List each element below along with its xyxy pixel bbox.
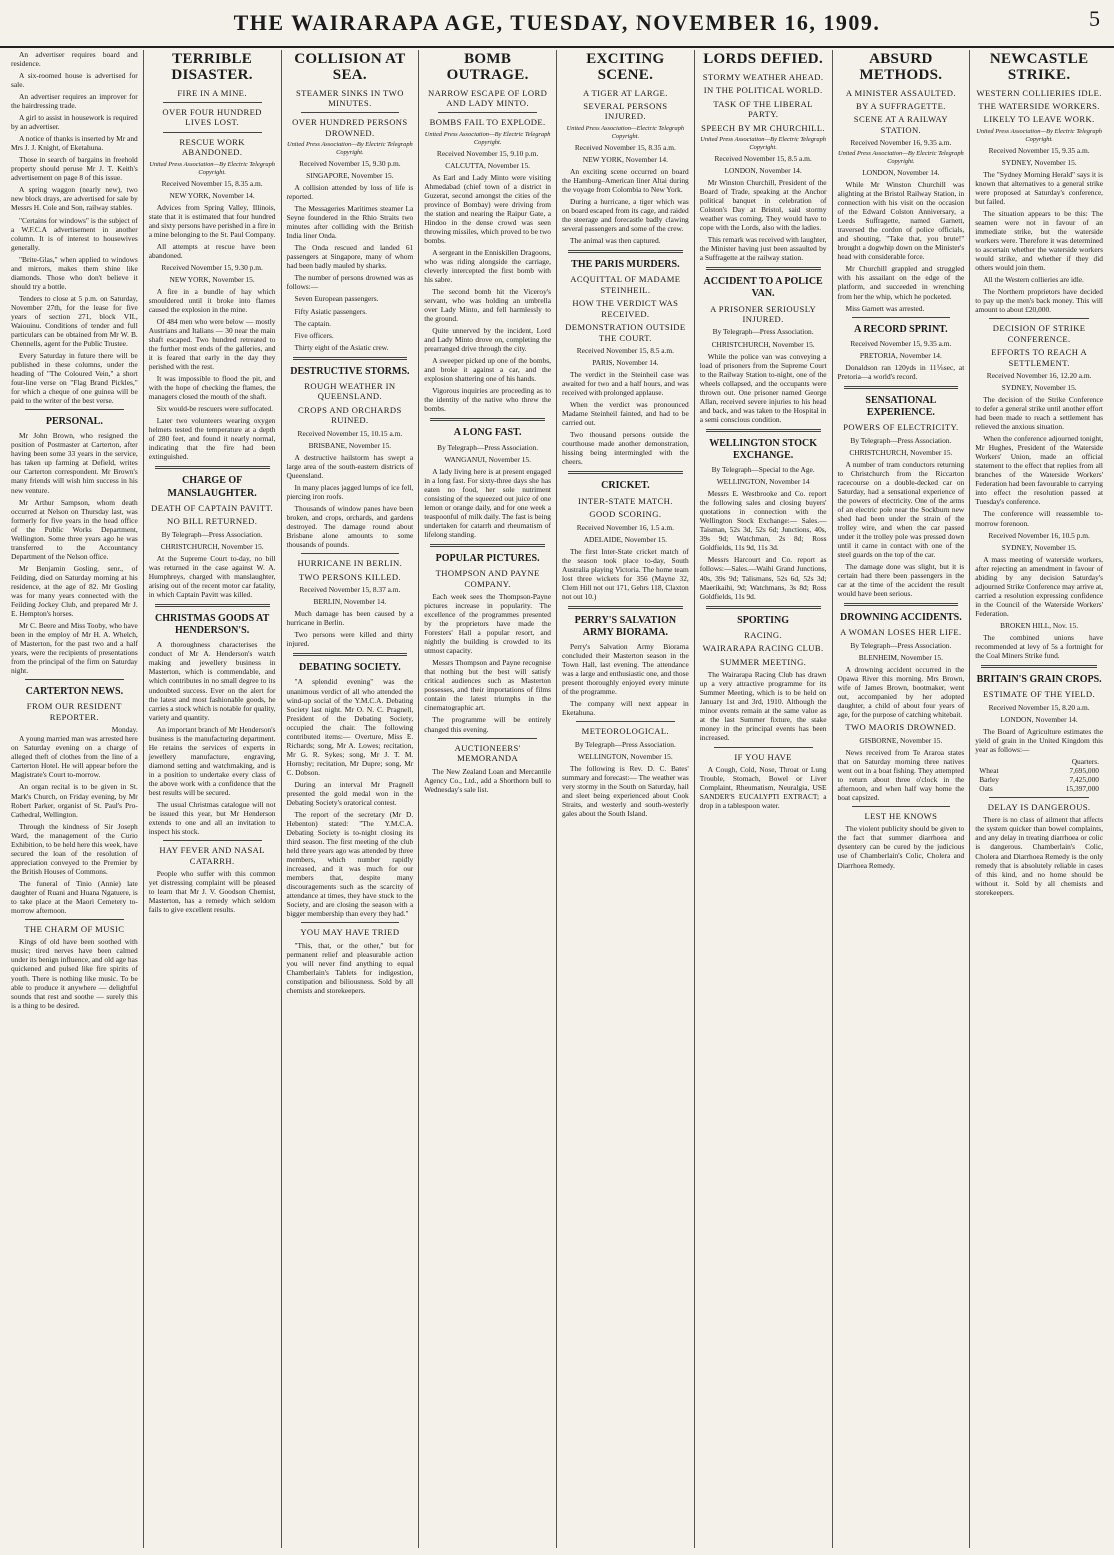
place-line: SYDNEY, November 15. (1001, 383, 1077, 393)
article-paragraph: Miss Garnett was arrested. (845, 303, 925, 313)
section-heading: AUCTIONEERS' MEMORANDA (454, 742, 521, 764)
dateline: Received November 16, 9.35 a.m. (850, 138, 952, 148)
place-line: LONDON, November 14. (724, 165, 802, 175)
section-heading: LEST HE KNOWS (864, 810, 938, 821)
divider (301, 553, 400, 554)
article-paragraph: A fire in a bundle of hay which smouldered until it broke into flames caused the explosion in the mine. (148, 286, 276, 314)
article-paragraph: A number of tram conductors returning to Christchurch from the Riccarton racecourse on a double-decked car on Saturday, had a sensational experience of the powers of electricity. One of the arms of an electric pole near the Sockburn new shed had been under the strain of the trolley wire, and when the car passed under it the trolley pole was pressed down until it came in contact with one of the steel guards on the top of the car. (837, 459, 965, 560)
subheading: STEAMER SINKS IN TWO MINUTES. (295, 87, 404, 108)
article-paragraph: The Onda rescued and landed 61 passengers at Singapore, many of whom had been badly mauled by sharks. (286, 243, 414, 271)
subheading: WAIRARAPA RACING CLUB. (702, 643, 824, 654)
subheading: DEMONSTRATION OUTSIDE THE COURT. (565, 322, 686, 343)
divider (25, 409, 124, 410)
page-number: 5 (1089, 6, 1100, 31)
subheading: WESTERN COLLIERIES IDLE. (976, 87, 1102, 98)
grain-table (975, 757, 1103, 793)
notice: An advertiser requires an improver for the hairdressing trade. (11, 92, 138, 111)
article-paragraph: The second bomb hit the Viceroy's servant, who was holding an umbrella over Lady Minto, and fell harmlessly to the ground. (424, 287, 551, 324)
divider (844, 386, 959, 389)
section-heading: CHARGE OF MANSLAUGHTER. (167, 475, 257, 499)
section-heading: WELLINGTON STOCK EXCHANGE. (709, 437, 817, 461)
divider (706, 429, 821, 432)
section-heading: DELAY IS DANGEROUS. (987, 801, 1091, 812)
place-line: PARIS, November 14. (592, 358, 659, 368)
subheading: SEVERAL PERSONS INJURED. (583, 100, 668, 122)
article-paragraph: A sergeant in the Enniskillen Dragoons, who was riding alongside the carriage, cleverly intercepted the first bomb with his sabre. (424, 247, 551, 284)
divider (155, 604, 270, 607)
notice: "Certains for windows" is the subject of a W.F.C.A advertisement in another column. It is of interest to housewives generally. (11, 215, 138, 252)
article-paragraph: Advices from Spring Valley, Illinois, state that it is estimated that four hundred and sixty persons have perished in a fire in a mine belonging to the St. Paul Company. (148, 202, 276, 239)
subheading: NO BILL RETURNED. (166, 516, 258, 527)
divider (568, 606, 683, 609)
table-cell: Wheat (979, 765, 999, 775)
article-paragraph: Two persons were killed and thirty injured. (286, 630, 414, 649)
divider (981, 665, 1097, 668)
subheading: RESCUE WORK ABANDONED. (179, 136, 245, 158)
article-paragraph: Thousands of window panes have been broken, and crops, orchards, and gardens destroyed. The damage round about Brisbane alone amounts to some thousands of pounds. (286, 503, 414, 550)
article-paragraph: An exciting scene occurred on board the Hamburg–American liner Altai during the voyage from Colombia to New York. (562, 166, 689, 194)
article-paragraph: It was impossible to flood the pit, and with the hope of checking the flames, the managers closed the mouth of the shaft. (148, 374, 276, 402)
section-heading: ACCIDENT TO A POLICE VAN. (703, 276, 823, 300)
wire-credit: By Telegraph—Press Association. (574, 739, 676, 749)
article-paragraph: "This, that, or the other," but for permanent relief and pleasurable action you will never find anything to equal Chamberlain's Tablets for indigestion, constipation and biliousness. Sold by all chemists and storekeepers. (286, 940, 414, 995)
article-paragraph: The funeral of Tinio (Annie) late daughter of Ruani and Huana Ngatuere, is to take place at the Maori Cemetery to-morrow afternoon. (11, 878, 138, 915)
dateline: Received November 15, 9.35 a.m. (988, 145, 1090, 155)
article-paragraph: The decision of the Strike Conference to defer a general strike until another effort had been made to reach a settlement has relieved the anxious situation. (975, 395, 1103, 432)
wire-credit: By Telegraph—Press Association. (161, 529, 263, 539)
divider (852, 806, 951, 807)
column-5 (557, 50, 695, 1548)
newspaper-title: THE WAIRARAPA AGE, TUESDAY, NOVEMBER 16, 1909. (233, 10, 881, 35)
section-heading: THE CHARM OF MUSIC (24, 923, 125, 934)
article-paragraph: All attempts at rescue have been abandoned. (148, 241, 276, 260)
subheading: OVER HUNDRED PERSONS DROWNED. (292, 117, 408, 138)
subheading: TWO MAORIS DROWNED. (845, 722, 957, 733)
article-paragraph: The usual Christmas catalogue will not be issued this year, but Mr Henderson extends to one and all an invitation to inspect his stock. (148, 799, 276, 836)
article-paragraph: During an interval Mr Pragnell presented the gold medal won in the Debating Society's oratorical contest. (286, 779, 414, 807)
article-paragraph: The Messageries Maritimes steamer La Seyne foundered in the Rhio Straits two minutes after colliding with the British India liner Onda. (286, 204, 414, 241)
wire-credit: United Press Association—By Electric Telegraph Copyright. (837, 150, 964, 166)
subheading: SPEECH BY MR CHURCHILL. (701, 122, 826, 133)
place-line: CHRISTCHURCH, November 15. (160, 541, 264, 551)
subheading: THE WATERSIDE WORKERS. (978, 100, 1100, 111)
divider (163, 132, 262, 133)
place-line: WELLINGTON, November 15. (578, 751, 673, 761)
section-heading: DESTRUCTIVE STORMS. (290, 365, 410, 377)
article-paragraph: The programme will be entirely changed this evening. (424, 715, 551, 734)
table-cell: 7,695,000 (1069, 765, 1099, 775)
subheading: STORMY WEATHER AHEAD. (702, 71, 824, 82)
article-paragraph: Mr Churchill grappled and struggled with his assailant on the edge of the platform, and succeeded in wrenching from her the whip, which he pocketed. (837, 264, 965, 301)
subheading: TASK OF THE LIBERAL PARTY. (713, 98, 813, 120)
table-header: Quarters. (1071, 756, 1099, 766)
article-paragraph: The first Inter-State cricket match of the season took place to-day, South Australia playing Victoria. The home team lost three wickets for 356 (Mayne 32, Clem Hill not out 171, Gehrs 118, Claxton not out 10.) (562, 546, 689, 601)
place-line: ADELAIDE, November 15. (583, 534, 668, 544)
section-heading: SPORTING (737, 614, 790, 626)
divider (568, 471, 683, 474)
wire-credit: By Telegraph—Press Association. (712, 327, 814, 337)
newspaper-page (6, 50, 1108, 1548)
subheading: ROUGH WEATHER IN QUEENSLAND. (304, 380, 396, 402)
divider (438, 112, 537, 113)
subheading: EFFORTS TO REACH A SETTLEMENT. (991, 347, 1088, 368)
article-headline: BOMB OUTRAGE. (446, 51, 529, 83)
divider (25, 919, 124, 920)
divider (844, 603, 959, 606)
table-cell: Barley (979, 774, 999, 784)
article-paragraph: A mass meeting of waterside workers, after rejecting an amendment in favour of abiding by any decision Saturday's adjourned Strike Conference may arrive at, carried a resolution expressing confidence in the Council of the Waterside Workers' Federation. (975, 554, 1103, 618)
subheading: A MINISTER ASSAULTED. (845, 87, 956, 98)
article-paragraph: Mr C. Beere and Miss Tooby, who have been in the employ of Mr H. A. Whelch, of Masterton, for the past two and a half years, were the recipients of presentations from the principal of the firm on Saturday night. (11, 620, 138, 676)
article-paragraph: While Mr Winston Churchill was alighting at the Bristol Railway Station, in connection with his visit on the occasion of the Edward Colston Anniversary, a Leeds Suffragette, named Garnett, traversed the cordon of police officials, and shouting, "Take that, you brute!" brought a dogwhip down on the Minister's head with considerable force. (837, 180, 965, 262)
article-paragraph: The situation appears to be this: The seamen were not in favour of an immediate strike, but the waterside workers were. Therefore it was determined to ascertain whether the waterside workers would strike, and whether if they did others would join them. (975, 208, 1103, 272)
article-paragraph: A Cough, Cold, Nose, Throat or Lung Trouble, Stomach, Bowel or Liver Complaint, Rheumatism, Neuralgia, USE SANDER'S EUCALYPTI EXTRACT; a drop in a tablespoon water. (699, 764, 827, 811)
place-line: BLENHEIM, November 15. (858, 652, 943, 662)
subheading: IN THE POLITICAL WORLD. (703, 85, 823, 96)
divider (989, 797, 1089, 798)
subheading: DEATH OF CAPTAIN PAVITT. (151, 502, 274, 513)
article-paragraph: A collision attended by loss of life is reported. (286, 183, 414, 202)
section-heading: A LONG FAST. (453, 427, 522, 439)
table-cell: 15,397,000 (1065, 783, 1099, 793)
section-heading: CRICKET. (601, 480, 650, 492)
article-paragraph: The Northern proprietors have decided to pay up the men's back money. This will amount to about £20,000. (975, 287, 1103, 315)
subheading: BOMBS FAIL TO EXPLODE. (429, 117, 546, 128)
article-paragraph: Messrs E. Westbrooke and Co. report the following sales and closing buyers' quotations in connection with the Wellington Stock Exchange:— Sales.—Taisman, 52s 3d, 52s 6d; Junctions, 40s, 39s 9d; Watchman, 2s 8d; Ross Goldfields, 11s 9d, 11s 3d. (699, 489, 827, 553)
place-line: NEW YORK, November 14. (169, 190, 255, 200)
article-paragraph: The animal was then captured. (570, 235, 661, 245)
dateline: Received November 15, 8.37 a.m. (299, 585, 401, 595)
dateline: Received November 16, 10.5 p.m. (988, 530, 1090, 540)
divider (293, 653, 408, 656)
subheading: CROPS AND ORCHARDS RUINED. (298, 404, 402, 426)
article-paragraph: This remark was received with laughter, the Minister having just been assaulted by a Suffragette at the railway station. (699, 235, 827, 263)
place-line: LONDON, November 14. (1000, 714, 1078, 724)
wire-credit: United Press Association—By Electric Telegraph Copyright. (976, 127, 1103, 143)
article-paragraph: Through the kindness of Sir Joseph Ward, the management of the Curio Exhibition, to be held here this week, have secured the loan of the resolution of appreciation conveyed to the Premier by the British Houses of Commons. (11, 821, 138, 876)
place-line: SYDNEY, November 15. (1001, 157, 1077, 167)
article-paragraph: Each week sees the Thompson-Payne pictures increase in popularity. The excellence of the programmes presented by the proprietors have made the Foresters' Hall a popular resort, and nightly the building is crowded to its utmost capacity. (424, 592, 551, 656)
section-heading: METEOROLOGICAL. (581, 726, 670, 737)
section-heading: A RECORD SPRINT. (854, 323, 948, 335)
divider (714, 747, 813, 748)
article-paragraph: The Board of Agriculture estimates the yield of grain in the United Kingdom this year as follows:— (975, 726, 1103, 754)
article-paragraph: A thoroughness characterises the conduct of Mr A. Henderson's watch making and jewellery business in Masterton, which is commendable, and which contributes in no small degree to its undoubted success. Ever on the alert for the latest and most fashionable goods, he carries a stock which is notable for quality, variety and quantity. (148, 640, 276, 722)
subheading: OVER FOUR HUNDRED LIVES LOST. (162, 106, 262, 128)
subheading: RACING. (744, 629, 783, 640)
article-paragraph: Mr Benjamin Gosling, senr., of Feilding, died on Saturday morning at his residence, at the age of 82. Mr Gosling was for many years connected with the Feilding Jockey Club, and prepared Mr J. E. Hempton's horses. (11, 563, 138, 618)
article-paragraph: In many places jagged lumps of ice fell, piercing iron roofs. (286, 482, 414, 501)
list-item: Seven European passengers. (294, 294, 379, 304)
divider (25, 679, 124, 680)
byline: FROM OUR RESIDENT REPORTER. (26, 701, 122, 722)
article-paragraph: The "Sydney Morning Herald" says it is known that alternatives to a general strike were proposed at Saturday's conference, but failed. (975, 169, 1103, 206)
section-heading: DEBATING SOCIETY. (299, 662, 401, 674)
article-paragraph: When the conference adjourned tonight, Mr Hughes, President of the Waterside Workers' Union, made an official statement to the effect that replies from all branches of the Waterside Workers' Federation had been favourable to carrying into effect the resolution passed at Tuesday's conference. (975, 434, 1103, 507)
place-line: BROKEN HILL, Nov. 15. (1000, 620, 1079, 630)
column-6 (695, 50, 833, 1548)
dateline: Received November 16, 12.20 a.m. (986, 371, 1092, 381)
article-paragraph: The combined unions have recommended at levy of 5s a fortnight for the Coal Miners Strike fund. (975, 632, 1103, 660)
subheading: FIRE IN A MINE. (177, 87, 247, 98)
divider (155, 466, 270, 469)
divider (438, 738, 537, 739)
list-item: Thirty eight of the Asiatic crew. (294, 342, 389, 352)
dateline: Received November 15, 8.35 a.m. (574, 142, 676, 152)
article-paragraph: The damage done was slight, but it is certain had there been passengers in the car at the time of the accident the result would have been serious. (837, 562, 965, 599)
place-line: WELLINGTON, November 14 (716, 477, 810, 487)
subheading: A TIGER AT LARGE. (582, 87, 668, 98)
article-paragraph: When the verdict was pronounced Madame Steinheil fainted, and had to be carried out. (562, 400, 689, 428)
subheading: SUMMER MEETING. (720, 656, 807, 667)
subheading: A PRISONER SERIOUSLY INJURED. (710, 303, 817, 324)
article-paragraph: A destructive hailstorm has swept a large area of the south-eastern districts of Queensland. (286, 452, 414, 480)
place-line: BERLIN, November 14. (313, 597, 387, 607)
divider (576, 721, 675, 722)
section-heading: SENSATIONAL EXPERIENCE. (865, 394, 937, 419)
article-paragraph: Six would-be rescuers were suffocated. (156, 404, 273, 414)
article-paragraph: The verdict in the Steinheil case was awaited for two and a half hours, and was received with prolonged applause. (562, 370, 689, 398)
article-paragraph: Donaldson ran 120yds in 11⅕sec, at Pretoria—a world's record. (837, 362, 965, 381)
dateline: Received November 15, 9.30 p.m. (299, 159, 401, 169)
divider (568, 250, 683, 253)
dateline: Received November 15, 10.15 a.m. (297, 428, 403, 438)
section-heading: PERRY'S SALVATION ARMY BIORAMA. (574, 614, 677, 638)
notice: Tenders to close at 5 p.m. on Saturday, November 27th, for the lease for five years of section 271, block VII., Waiouinu. Conditions of tender and full particulars can be obtained from Mr W. B. Chennells, agent for the Public Trustee. (11, 293, 138, 348)
section-heading: HAY FEVER AND NASAL CATARRH. (159, 845, 265, 866)
article-paragraph: Later two volunteers wearing oxygen helmets tested the temperature at a depth of 280 feet, and found it nearly normal, indicating that the fire had been extinguished. (148, 416, 276, 462)
place-line: NEW YORK, November 14. (582, 154, 668, 164)
subheading: BY A SUFFRAGETTE. (855, 100, 946, 111)
dateline: Received November 15, 8.5 a.m. (576, 345, 675, 355)
divider (301, 922, 400, 923)
article-paragraph: All the Western collieries are idle. (983, 274, 1084, 284)
article-paragraph: A sweeper picked up one of the bombs, and broke it against a car, and the explosion shattering one of his hands. (424, 356, 551, 384)
article-paragraph: The report of the secretary (Mr D. Hebenton) stated: "The Y.M.C.A. Debating Society is to-night closing its third season. The first meeting of the club held three years ago was attended by three members, which number rapidly increased, and it was much for our members that, despite many discouragements such as the scarcity of attendance at times, they have stuck to the Society, and are closing the season with a bigger membership than every they had." (286, 809, 414, 919)
column-7 (833, 50, 971, 1548)
notice: "Brite-Glas," when applied to windows and mirrors, makes them shine like diamonds. Those who don't believe it should try a bottle. (11, 254, 138, 291)
notice: A notice of thanks is inserted by Mr and Mrs J. J. Knight, of Eketahuna. (11, 134, 138, 153)
article-paragraph: Messrs Thompson and Payne recognise that nothing but the best will satisfy critical audiences such as Masterton possesses, and their importations of films contain the latest triumphs in the cinematographic art. (424, 658, 551, 713)
article-paragraph: An important branch of Mr Henderson's business is the manufacturing department. He retains the services of experts in jewellery manufacture, engraving, diamond setting and watchmaking, and is in a position to undertake every class of the above work with a confidence that the best results will be secured. (148, 724, 276, 797)
table-row (975, 766, 1103, 775)
divider (706, 267, 821, 270)
divider (293, 357, 408, 360)
article-paragraph: A lady living here is at present engaged in a long fast. For sixty-three days she has eaten no food, her sole nutriment consisting of the squeezed out juice of one lemon or orange daily, and for one week a teaspoonful of milk daily. The fast is being undertaken for catarrh and rheumatism of lifelong standing. (424, 466, 551, 539)
place-line: CALCUTTA, November 15. (445, 160, 531, 170)
table-cell: 7,425,000 (1069, 774, 1099, 784)
article-paragraph: Two thousand persons outside the courthouse made another demonstration, hissing being intermingled with the cheers. (562, 430, 689, 467)
article-paragraph: While the police van was conveying a load of prisoners from the Supreme Court to the Railway Station to-night, one of the wheels collapsed, and the occupants were thrown out. One prisoner named George Allan, received severe injuries to his head and back, and was taken to the Hospital in a semi conscious condition. (699, 351, 827, 424)
section-heading: THE PARIS MURDERS. (571, 258, 680, 270)
article-paragraph: The violent publicity should be given to the fact that summer diarrhoea and dysentery can be cured by the judicious use of Chamberlain's Colic, Cholera and Diarrhoea Remedy. (837, 824, 965, 870)
article-paragraph: People who suffer with this common yet distressing complaint will be pleased to learn that Mr J. V. Goodson Chemist, Masterton, has a remedy which seldom fails to give excellent results. (148, 868, 276, 915)
table-row (975, 784, 1103, 793)
notice: An advertiser requires board and residence. (11, 50, 138, 69)
subheading: LIKELY TO LEAVE WORK. (983, 114, 1095, 125)
place-line: SINGAPORE, November 15. (306, 171, 394, 181)
divider (163, 840, 262, 841)
wire-credit: United Press Association—By Electric Telegraph Copyright. (149, 160, 276, 176)
article-headline: TERRIBLE DISASTER. (171, 51, 253, 83)
article-paragraph: Of 484 men who were below — mostly Austrians and Italians — 30 near the main shaft escaped. Two hundred retreated to the further most ends of the galleries, and it is feared that early in the day they perished with the rest. (148, 316, 276, 372)
article-paragraph: The company will next appear in Eketahuna. (562, 699, 689, 718)
subheading: DECISION OF STRIKE CONFERENCE. (992, 323, 1086, 344)
section-heading: PERSONAL. (45, 416, 103, 428)
dateline: Received November 15, 9.35 a.m. (850, 338, 952, 348)
dateline: Received November 15, 9.10 p.m. (436, 148, 539, 158)
column-2 (144, 50, 282, 1548)
table-cell: Oats (979, 783, 993, 793)
section-heading: DROWNING ACCIDENTS. (840, 612, 962, 624)
article-paragraph: "A splendid evening" was the unanimous verdict of all who attended the wind-up social of the Y.M.C.A. Debating Society last night. Mr O. N. C. Pragnell, President of the Debating Society, occupied the chair. The following contributed items:— Overture, Miss E. Richards; song, Mr A. Lowes; recitation, Mr G. R. Sykes; song, Mr J. T. M. Hornsby; recitation, Mr Dupre; song, Mr C. Dobson. (286, 677, 414, 777)
column-4 (419, 50, 557, 1548)
dateline: Monday. (111, 725, 138, 735)
dateline: Received November 15, 9.30 p.m. (161, 262, 263, 272)
subheading: THOMPSON AND PAYNE COMPANY. (435, 568, 540, 589)
subheading: GOOD SCORING. (589, 509, 662, 520)
article-paragraph: Mr Winston Churchill, President of the Board of Trade, speaking at the Anchor political banquet in celebration of Colston's Day at Bristol, said stormy weather was coming. They would have to cope with the Lords, also with the ladies. (699, 177, 827, 233)
list-item: Five officers. (294, 330, 334, 340)
table-row (975, 775, 1103, 784)
article-headline: COLLISION AT SEA. (294, 51, 406, 83)
article-paragraph: Perry's Salvation Army Biorama concluded their Masterton season in the Town Hall, last evening. The attendance was a large and enthusiastic one, and those present thoroughly enjoyed every minute of the programme. (562, 642, 689, 697)
wire-credit: United Press Association—By Electric Telegraph Copyright. (424, 130, 551, 146)
article-paragraph: Mr John Brown, who resigned the position of Postmaster at Carterton, after having been some 33 years in the service, has taken up farming at Defield, writes our Carterton correspondent. Mr Brown's many friends will wish him success in his new venture. (11, 431, 138, 495)
article-paragraph: Quite unnerved by the incident, Lord and Lady Minto drove on, completing the prearranged drive through the city. (424, 326, 551, 354)
article-paragraph: During a hurricane, a tiger which was on board escaped from its cage, and raided the steerage and forecastle badly clawing several passengers and some of the crew. (562, 196, 689, 233)
dateline: Received November 15, 8.5 a.m. (714, 153, 812, 163)
divider (706, 606, 821, 609)
place-line: BRISBANE, November 15. (308, 440, 392, 450)
wire-credit: United Press Association—Electric Telegraph Copyright. (566, 124, 685, 140)
list-item: The captain. (294, 318, 332, 328)
wire-credit: By Telegraph—Press Association. (437, 442, 539, 452)
article-headline: NEWCASTLE STRIKE. (989, 51, 1089, 83)
dateline: Received November 16, 1.5 a.m. (576, 522, 675, 532)
divider (430, 544, 545, 547)
subheading: A WOMAN LOSES HER LIFE. (840, 627, 962, 638)
subheading: NARROW ESCAPE OF LORD AND LADY MINTO. (427, 87, 548, 108)
notice: Those in search of bargains in freehold property should peruse Mr J. T. Keith's advertisement on page 8 of this issue. (11, 155, 138, 183)
article-paragraph: The Wairarapa Racing Club has drawn up a very attractive programme for its Summer Meeting, which is to be held on January 1st and 3rd, 1910. Although the minor events remain at the same value as at the last Summer fixture, the stake money in the principal events has been increased. (699, 670, 827, 743)
masthead (0, 0, 1114, 48)
place-line: CHRISTCHURCH, November 15. (711, 339, 815, 349)
section-heading: BRITAIN'S GRAIN CROPS. (976, 673, 1102, 685)
article-paragraph: Mr Arthur Sampson, whom death occurred at Nelson on Thursday last, was formerly for five years in the head office of the Public Works Department, Wellington. Some three years ago he was transferred to the Accountancy Department of the Nelson office. (11, 497, 138, 561)
place-line: WANGANUI, November 15. (444, 454, 531, 464)
subheading: ACQUITTAL OF MADAME STEINHEIL. (570, 274, 681, 295)
article-paragraph: An organ recital is to be given in St. Mark's Church, on Friday evening, by Mr Robert Parker, organist of St. Paul's Pro-Cathedral, Wellington. (11, 782, 138, 819)
subheading: HURRICANE IN BERLIN. (297, 558, 403, 569)
wire-credit: United Press Association—By Electric Telegraph Copyright. (700, 136, 827, 151)
article-headline: ABSURD METHODS. (859, 51, 943, 83)
article-paragraph: Vigorous inquiries are proceeding as to the identity of the native who threw the bombs. (424, 386, 551, 414)
wire-credit: By Telegraph—Press Association. (850, 640, 952, 650)
place-line: NEW YORK, November 15. (169, 274, 255, 284)
wire-credit: United Press Association—By Electric Telegraph Copyright. (286, 141, 413, 157)
section-heading: CHRISTMAS GOODS AT HENDERSON'S. (154, 612, 270, 637)
article-paragraph: A drowning accident occurred in the Opawa River this morning. Mrs Brown, wife of James Brown, bootmaker, went out, accompanied by her adopted daughter, a child of about four years of age, for the purpose of catching whitebait. (837, 665, 965, 720)
place-line: PRETORIA, November 14. (859, 350, 942, 360)
article-paragraph: The number of persons drowned was as follows:— (286, 273, 414, 292)
article-paragraph: A young married man was arrested here on Saturday evening on a charge of alleged theft of clothes from the line of a Carterton Hotel. He will appear before the Magistrate's Court to-morrow. (11, 734, 138, 780)
dateline: Received November 15, 8.20 a.m. (988, 702, 1090, 712)
article-paragraph: There is no class of ailment that affects the system quicker than bowel complaints, and any delay in treating diarrhoea or colic is dangerous. Chamberlain's Colic, Cholera and Diarrhoea Remedy is the only remedy that is absolutely reliable in cases of this kind, and no home should be without it. Sold by all chemists and storekeepers. (975, 815, 1103, 897)
subheading: SCENE AT A RAILWAY STATION. (853, 114, 948, 135)
divider (430, 418, 545, 421)
column-8 (970, 50, 1108, 1548)
section-heading: IF YOU HAVE (734, 751, 792, 762)
place-line: GISBORNE, November 15. (859, 735, 943, 745)
wire-credit: By Telegraph—Special to the Age. (711, 465, 815, 475)
article-paragraph: News received from Te Araroa states that on Saturday morning three natives went out in a boat fishing. They attempted to return about three o'clock in the afternoon, and when half way home the boat capsized. (837, 747, 965, 802)
article-paragraph: As Earl and Lady Minto were visiting Ahmedabad (chief town of a district in Guzerat, second amongst the cities of the province of Bombay) were driving from the station and nearing the Raipur Gate, a Hindoo in the dense crowd was seen throwing missiles, which proved to be two bombs. (424, 172, 551, 245)
section-heading: YOU MAY HAVE TRIED (300, 927, 400, 938)
article-paragraph: Kings of old have been soothed with music; tired nerves have been calmed under its benign influence, and old age has quickened and pulsed like fire spirits of youth. There is nothing like music. To be able to produce it anywhere — delightful sounds that rest and soothe — surely this is a thing to be desired. (11, 937, 138, 1010)
wire-credit: By Telegraph—Press Association. (850, 435, 952, 445)
table-cell (975, 757, 1026, 766)
place-line: CHRISTCHURCH, November 15. (849, 447, 953, 457)
subheading: INTER-STATE MATCH. (577, 495, 673, 506)
column-3 (282, 50, 420, 1548)
section-heading: POPULAR PICTURES. (435, 552, 540, 564)
article-headline: LORDS DEFIED. (703, 51, 823, 67)
notice: A girl to assist in housework is required by an advertiser. (11, 113, 138, 132)
dateline: Received November 15, 8.35 a.m. (161, 178, 263, 188)
table-header-row (975, 757, 1103, 766)
article-paragraph: The New Zealand Loan and Mercantile Agency Co., Ltd., add a Shorthorn bull to Wednesday's sale list. (424, 766, 551, 794)
section-heading: CARTERTON NEWS. (25, 686, 124, 698)
article-paragraph: The following is Rev. D. C. Bates' summary and forecast:— The weather was very stormy in the South on Saturday, hail and sleet being experienced about Cook Straits, and westerly and south-westerly gales about the South Island. (562, 763, 689, 819)
article-paragraph: The conference will reassemble to-morrow forenoon. (975, 509, 1103, 528)
subheading: HOW THE VERDICT WAS RECEIVED. (572, 298, 679, 319)
local-notices (11, 50, 138, 405)
divider (301, 112, 400, 113)
divider (989, 318, 1089, 319)
notice: A spring waggon (nearly new), two new block drays, are advertised for sale by Messrs H. Cole and Son, railway stables. (11, 185, 138, 213)
subheading: POWERS OF ELECTRICITY. (843, 422, 959, 433)
place-line: LONDON, November 14. (862, 168, 940, 178)
article-headline: EXCITING SCENE. (586, 51, 665, 83)
article-paragraph: Messrs Harcourt and Co. report as follows:—Sales.—Waihi Grand Junctions, 40s, 39s 9d; Talismans, 52s 6d, 52s 3d; Maerikaihi, 9d; Watchmans, 3s 8d; Ross Goldfields, 11s 9d. (699, 555, 827, 601)
list-item: Fifty Asiatic passengers. (294, 306, 367, 316)
notice: Every Saturday in future there will be published in these columns, under the heading of "The Coloured Vein," a short four-line verse on "Flag Brand Pickles," for which a cheque of one guinea will be paid to the writer of the best verse. (11, 350, 138, 406)
article-paragraph: Much damage has been caused by a hurricane in Berlin. (286, 609, 414, 628)
notice: A six-roomed house is advertised for sale. (11, 71, 138, 90)
divider (852, 317, 951, 318)
subheading: TWO PERSONS KILLED. (298, 571, 402, 582)
article-paragraph: At the Supreme Court to-day, no bill was returned in the case against W. A. Humphreys, charged with manslaughter, arising out of the recent motor car fatality, in which Captain Pavitt was killed. (148, 553, 276, 599)
column-1 (6, 50, 144, 1548)
subheading: ESTIMATE OF THE YIELD. (983, 689, 1096, 700)
place-line: SYDNEY, November 15. (1001, 542, 1077, 552)
divider (163, 102, 262, 103)
